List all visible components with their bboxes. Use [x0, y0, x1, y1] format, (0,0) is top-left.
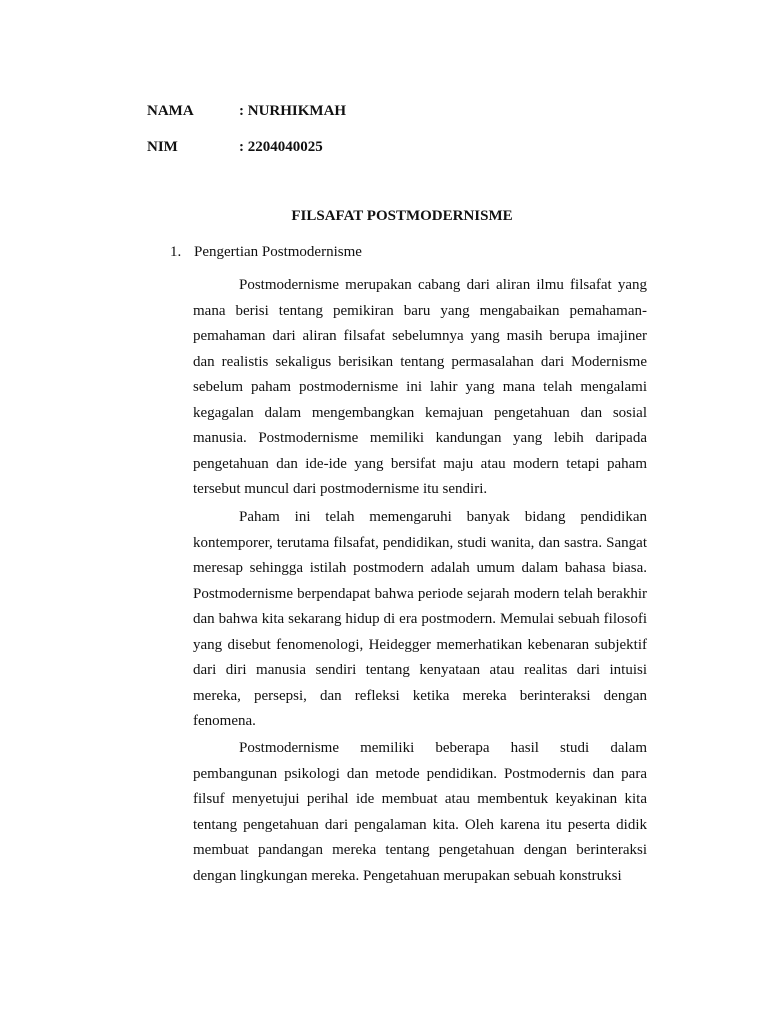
document-title: FILSAFAT POSTMODERNISME: [291, 208, 513, 224]
nim-value: : 2204040025: [239, 139, 323, 155]
name-label: NAMA: [147, 103, 194, 119]
nim-label: NIM: [147, 139, 178, 155]
name-value: : NURHIKMAH: [239, 103, 347, 119]
nim-row: [147, 138, 323, 156]
section-number: 1.: [170, 244, 182, 260]
name-row: [147, 102, 346, 120]
paragraph-1: Postmodernisme merupakan cabang dari aliran ilmu filsafat yang mana berisi tentang pemikiran baru yang mengabaikan pemahaman-pemahaman dari aliran filsafat sebelumnya yang masih berupa imajiner dan realistis sekaligus berisikan tentang permasalahan dari Modernisme sebelum paham postmodernisme ini lahir yang mana telah mengalami kegagalan dalam mengembangkan kemajuan pengetahuan dan sosial manusia. Postmodernisme memiliki kandungan yang lebih daripada pengetahuan dan ide-ide yang bersifat maju atau modern tetapi paham tersebut muncul dari postmodernisme itu sendiri.: [193, 277, 647, 497]
paragraph-3: Postmodernisme memiliki beberapa hasil studi dalam pembangunan psikologi dan metode pendidikan. Postmodernis dan para filsuf menyetujui perihal ide membuat atau membentuk keyakinan kita tentang pengetahuan dari pengalaman kita. Oleh karena itu peserta didik membuat pandangan mereka tentang pengetahuan dengan berinteraksi dengan lingkungan mereka. Pengetahuan merupakan sebuah konstruksi: [193, 740, 647, 884]
section-heading-text: Pengertian Postmodernisme: [194, 244, 362, 260]
section-heading: [170, 243, 362, 261]
paragraph-2: Paham ini telah memengaruhi banyak bidang pendidikan kontemporer, terutama filsafat, pendidikan, studi wanita, dan sastra. Sangat meresap sehingga istilah postmodern adalah umum dalam bahasa biasa. Postmodernisme berpendapat bahwa periode sejarah modern telah berakhir dan bahwa kita sekarang hidup di era postmodern. Memulai sebuah filosofi yang disebut fenomenologi, Heidegger memerhatikan kebenaran subjektif dari diri manusia sendiri tentang kenyataan atau realitas dari intuisi mereka, persepsi, dan refleksi ketika mereka berinteraksi dengan fenomena.: [193, 509, 647, 729]
